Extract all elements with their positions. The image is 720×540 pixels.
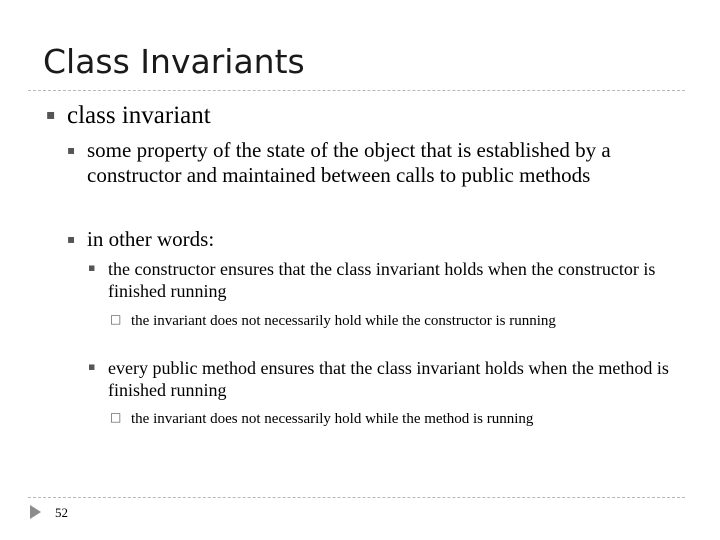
title-divider xyxy=(28,90,685,91)
missing-glyph-icon: □ xyxy=(110,312,122,326)
bullet-invariant-method-running: the invariant does not necessarily hold while the method is running xyxy=(131,411,534,427)
bullet-invariant-constructor-running: the invariant does not necessarily hold while the constructor is running xyxy=(131,313,556,329)
bullet-in-other-words: in other words: xyxy=(87,227,215,251)
square-bullet-icon: ▪ xyxy=(88,261,96,274)
page-arrow-icon xyxy=(30,505,41,519)
missing-glyph-icon: □ xyxy=(110,410,122,424)
bullet-constructor-ensures: the constructor ensures that the class invariant holds when the constructor is finished running xyxy=(108,259,656,301)
bullet-property-definition: some property of the state of the object that is established by a constructor and maintained between calls to public methods xyxy=(87,138,611,187)
bullet-class-invariant: class invariant xyxy=(67,102,211,129)
square-bullet-icon: ▪ xyxy=(88,360,96,373)
slide-title: Class Invariants xyxy=(43,42,305,81)
footer-divider xyxy=(28,497,685,498)
square-bullet-icon: ▪ xyxy=(67,143,76,157)
page-number: 52 xyxy=(55,505,68,520)
bullet-public-method-ensures: every public method ensures that the class invariant holds when the method is finished running xyxy=(108,358,669,400)
square-bullet-icon: ▪ xyxy=(46,107,56,123)
square-bullet-icon: ▪ xyxy=(67,232,76,246)
